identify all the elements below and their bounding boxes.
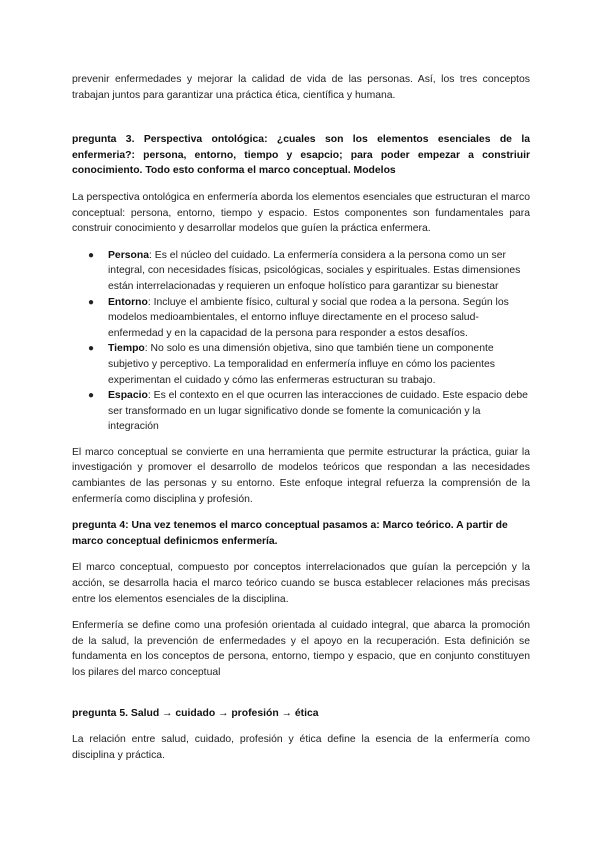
list-item-text: : No solo es una dimensión objetiva, sino que también tiene un componente subjetivo y perceptivo. La temporalidad en enfermería influye en cómo los pacientes experimentan el cuidado y cómo las enfermeras estructuran su trabajo.: [108, 343, 495, 386]
question-3-paragraph: La perspectiva ontológica en enfermería aborda los elementos esenciales que estructuran el marco conceptual: persona, entorno, tiempo y espacio. Estos componentes son fundamentales para construir conocimiento y desarrollar modelos que guíen la práctica enfermera.: [72, 191, 530, 235]
list-item-text: : Incluye el ambiente físico, cultural y social que rodea a la persona. Según los modelos medioambientales, el entorno influye directamente en el proceso salud-enfermedad y en la capacidad de la persona para responder a estos desafíos.: [108, 296, 509, 339]
list-item-persona: [72, 248, 530, 295]
bullet-icon: ●: [88, 343, 95, 355]
question-4-paragraph-1: El marco conceptual, compuesto por conceptos interrelacionados que guían la percepción y la acción, se desarrolla hacia el marco teórico cuando se busca establecer relaciones más precisas entre los elementos esenciales de la disciplina.: [72, 562, 530, 605]
question-4-heading: pregunta 4: Una vez tenemos el marco conceptual pasamos a: Marco teórico. A partir de marco conceptual definicmos enfermería.: [72, 520, 508, 547]
bullet-icon: ●: [88, 296, 95, 308]
list-item-tiempo: [72, 341, 530, 388]
list-item-term: Persona: [108, 249, 150, 261]
list-item-term: Tiempo: [108, 343, 145, 355]
document-page: [72, 64, 530, 763]
intro-paragraph: prevenir enfermedades y mejorar la calidad de vida de las personas. Así, los tres conceptos trabajan juntos para garantizar una práctica ética, científica y humana.: [72, 74, 530, 101]
list-item-espacio: [72, 388, 530, 435]
question-3-closing: El marco conceptual se convierte en una herramienta que permite estructurar la práctica, guiar la investigación y promover el desarrollo de modelos teóricos que respondan a las necesidades cambiantes de las personas y su entorno. Este enfoque integral refuerza la comprensión de la enfermería como disciplina y profesión.: [72, 446, 530, 505]
question-4-paragraph-2: Enfermería se define como una profesión orientada al cuidado integral, que abarca la promoción de la salud, la prevención de enfermedades y el apoyo en la recuperación. Esta definición se fundamenta en los conceptos de persona, entorno, tiempo y espacio, que en conjunto constituyen los pilares del marco conceptual: [72, 620, 530, 678]
bullet-icon: ●: [88, 249, 95, 261]
list-item-text: : Es el contexto en el que ocurren las interacciones de cuidado. Este espacio debe ser transformado en un lugar significativo donde se fomente la comunicación y la integración: [108, 390, 528, 433]
question-3-heading: pregunta 3. Perspectiva ontológica: ¿cuales son los elementos esenciales de la enfermeria?: persona, entorno, tiempo y esapcio; para poder empezar a constriuir conocimiento. Todo esto conforma el marco conceptual. Modelos: [72, 134, 530, 177]
elements-list: [72, 248, 530, 435]
list-item-text: : Es el núcleo del cuidado. La enfermería considera a la persona como un ser integral, con necesidades físicas, psicológicas, sociales y espirituales. Estas dimensiones están interrelacionadas y requieren un enfoque holístico para garantizar su bienestar: [108, 249, 521, 292]
list-item-term: Espacio: [108, 390, 148, 402]
question-5-paragraph: La relación entre salud, cuidado, profesión y ética define la esencia de la enfermería como disciplina y práctica.: [72, 734, 530, 761]
question-5-heading: pregunta 5. Salud → cuidado → profesión → ética: [72, 707, 319, 719]
list-item-entorno: [72, 295, 530, 342]
bullet-icon: ●: [88, 390, 95, 402]
list-item-term: Entorno: [108, 296, 148, 308]
